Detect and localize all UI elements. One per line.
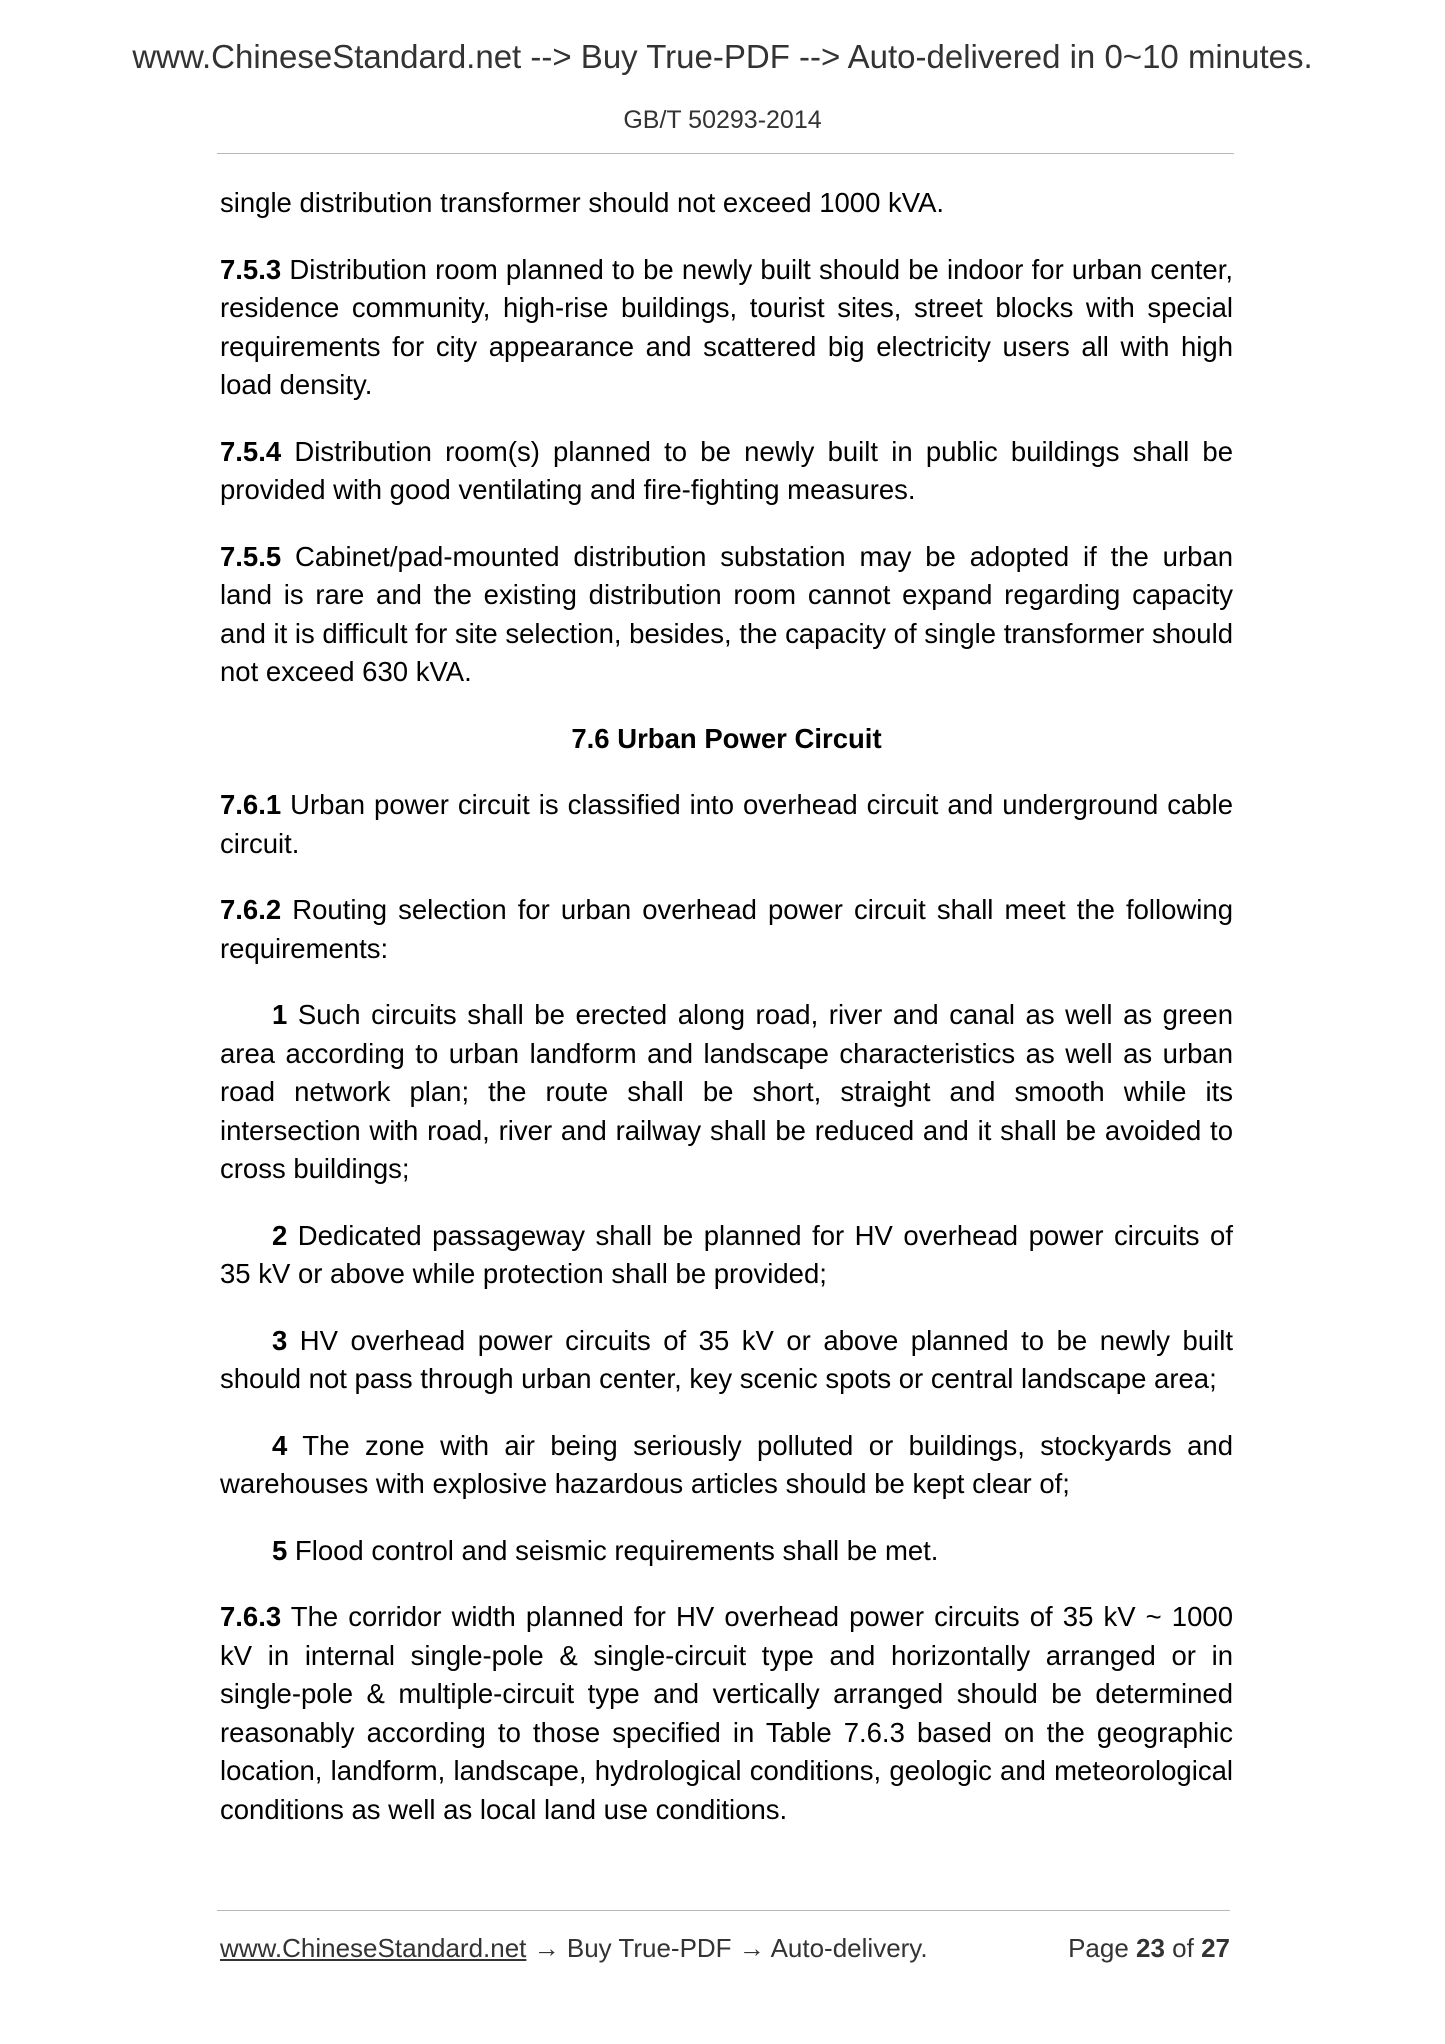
footer-divider xyxy=(217,1910,1230,1911)
clause-text: Cabinet/pad-mounted distribution substation may be adopted if the urban land is rare and the existing distribution room cannot expand regarding capacity and it is difficult for site selection, besides, the capacity of single transformer should not exceed 630 kVA. xyxy=(220,540,1233,687)
clause-text: Routing selection for urban overhead power circuit shall meet the following requirements: xyxy=(220,894,1233,964)
clause-number: 7.5.5 xyxy=(220,540,282,572)
requirement-item-3 xyxy=(220,1322,1233,1399)
clause-text: The corridor width planned for HV overhead power circuits of 35 kV ~ 1000 kV in internal single-pole & single-circuit type and horizontally arranged or in single-pole & multiple-circuit type and vertically arranged should be determined reasonably according to those specified in Table 7.6.3 based on the geographic location, landform, landscape, hydrological conditions, geologic and meteorological conditions as well as local land use conditions. xyxy=(220,1601,1233,1825)
requirement-item-1 xyxy=(220,996,1233,1189)
page-current: 23 xyxy=(1136,1933,1165,1963)
page-content xyxy=(220,184,1233,1857)
item-number: 3 xyxy=(272,1324,288,1356)
top-banner: www.ChineseStandard.net --> Buy True-PDF --> Auto-delivered in 0~10 minutes. xyxy=(132,38,1313,75)
footer-delivery-text: → Buy True-PDF → Auto-delivery. xyxy=(526,1933,928,1963)
requirement-item-5 xyxy=(220,1532,1233,1571)
item-number: 4 xyxy=(272,1429,288,1461)
clause-7-6-3 xyxy=(220,1598,1233,1829)
item-text: The zone with air being seriously polluted or buildings, stockyards and warehouses with explosive hazardous articles should be kept clear of; xyxy=(220,1429,1233,1499)
item-text: Dedicated passageway shall be planned for HV overhead power circuits of 35 kV or above while protection shall be provided; xyxy=(220,1219,1233,1289)
item-number: 1 xyxy=(272,999,288,1030)
page-label: Page xyxy=(1068,1933,1137,1963)
page-footer xyxy=(220,1933,1230,1964)
header-divider xyxy=(217,153,1234,154)
clause-7-5-5 xyxy=(220,538,1233,692)
item-text: Such circuits shall be erected along road, river and canal as well as green area according to urban landform and landscape characteristics as well as urban road network plan; the route shall be short, straight and smooth while its intersection with road, river and railway shall be reduced and it shall be avoided to cross buildings; xyxy=(220,999,1233,1184)
item-number: 5 xyxy=(272,1534,288,1566)
clause-number: 7.6.3 xyxy=(220,1601,282,1632)
clause-7-6-1 xyxy=(220,786,1233,863)
item-text: HV overhead power circuits of 35 kV or above planned to be newly built should not pass through urban center, key scenic spots or central landscape area; xyxy=(220,1324,1233,1394)
clause-number: 7.5.3 xyxy=(220,253,282,285)
page-number xyxy=(1068,1933,1230,1964)
item-number: 2 xyxy=(272,1219,288,1251)
footer-website-link[interactable]: www.ChineseStandard.net xyxy=(220,1933,527,1963)
section-title: 7.6 Urban Power Circuit xyxy=(571,722,882,754)
clause-number: 7.5.4 xyxy=(220,435,282,467)
clause-7-5-3 xyxy=(220,251,1233,405)
clause-number: 7.6.2 xyxy=(220,894,282,925)
clause-text: Distribution room planned to be newly built should be indoor for urban center, residence community, high-rise buildings, tourist sites, street blocks with special requirements for city appearance and scattered big electricity users all with high load density. xyxy=(220,253,1233,400)
requirement-item-2 xyxy=(220,1217,1233,1294)
clause-number: 7.6.1 xyxy=(220,789,282,820)
page-of-label: of xyxy=(1164,1933,1202,1963)
item-text: Flood control and seismic requirements shall be met. xyxy=(287,1534,939,1566)
requirement-item-4 xyxy=(220,1427,1233,1504)
continued-paragraph: single distribution transformer should not exceed 1000 kVA. xyxy=(220,187,945,218)
clause-7-6-2 xyxy=(220,891,1233,968)
clause-text: Urban power circuit is classified into overhead circuit and underground cable circuit. xyxy=(220,789,1233,859)
clause-7-5-4 xyxy=(220,433,1233,510)
standard-code: GB/T 50293-2014 xyxy=(623,106,822,134)
page-total: 27 xyxy=(1201,1933,1230,1963)
clause-text: Distribution room(s) planned to be newly built in public buildings shall be provided with good ventilating and fire-fighting measures. xyxy=(220,435,1233,505)
